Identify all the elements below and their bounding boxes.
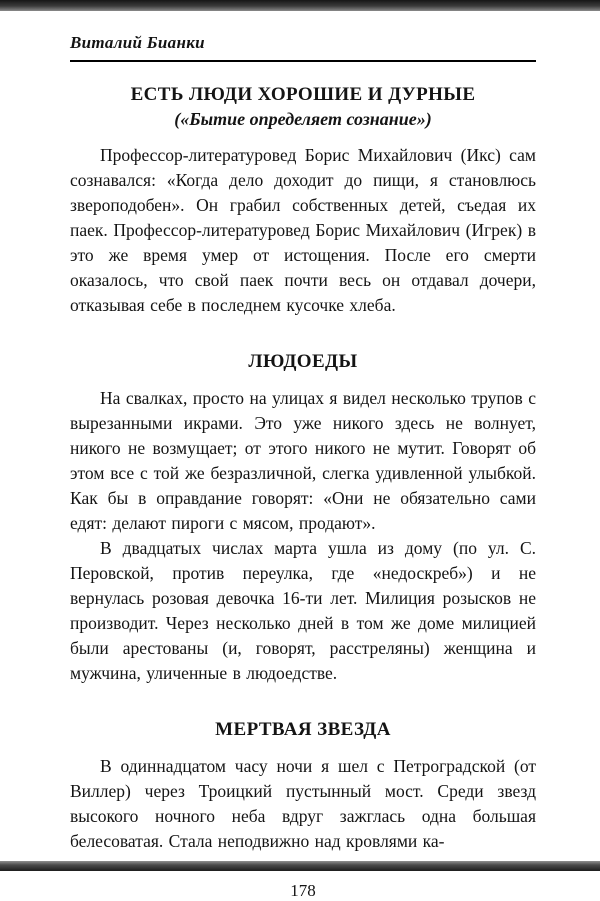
- section-title-lyudoedy: ЛЮДОЕДЫ: [248, 351, 358, 372]
- section-body-mertvaya-zvezda: [70, 754, 536, 854]
- scan-top-edge: [0, 0, 600, 11]
- author-name: Виталий Бианки: [70, 33, 205, 52]
- page-number: 178: [290, 881, 316, 900]
- running-header: [70, 33, 536, 62]
- section-subtitle-est-lyudi: («Бытие определяет сознание»): [174, 109, 432, 129]
- paragraph: На свалках, просто на улицах я видел несколько трупов с вырезанными икрами. Это уже никого здесь не волнует, никого не возмущает; от этого никого не мутит. Говорят об этом все с той же безразличной, слегка удивленной улыбкой. Как бы в оправдание говорят: «Они не обязательно сами едят: делают пироги с мясом, продают».: [70, 388, 536, 533]
- paragraph: В двадцатых числах марта ушла из дому (по ул. С. Перовской, против переулка, где «недоскреб») и не вернулась розовая девочка 16-ти лет. Милиция розысков не производит. Через несколько дней в том же доме милицией были арестованы (и, говорят, расстреляны) женщина и мужчина, уличенные в людоедстве.: [70, 538, 536, 683]
- section-title-est-lyudi: ЕСТЬ ЛЮДИ ХОРОШИЕ И ДУРНЫЕ: [130, 84, 476, 105]
- scan-bottom-edge: [0, 861, 600, 871]
- section-title-mertvaya-zvezda: МЕРТВАЯ ЗВЕЗДА: [215, 719, 391, 740]
- section-body-lyudoedy: [70, 386, 536, 686]
- paragraph: Профессор-литературовед Борис Михайлович (Икс) сам сознавался: «Когда дело доходит до пищи, я становлюсь звероподобен». Он грабил собственных детей, съедая их паек. Профессор-литературовед Борис Михайлович (Игрек) в это же время умер от истощения. После его смерти оказалось, что свой паек почти весь он отдавал дочери, отказывая себе в последнем кусочке хлеба.: [70, 145, 536, 315]
- book-page: [0, 11, 600, 901]
- header-rule: [70, 60, 536, 62]
- section-body-est-lyudi: [70, 143, 536, 318]
- paragraph: В одиннадцатом часу ночи я шел с Петроградской (от Виллер) через Троицкий пустынный мост. Среди звезд высокого ночного неба вдруг зажглась одна большая белесоватая. Стала неподвижно над кровлями ка-: [70, 756, 536, 851]
